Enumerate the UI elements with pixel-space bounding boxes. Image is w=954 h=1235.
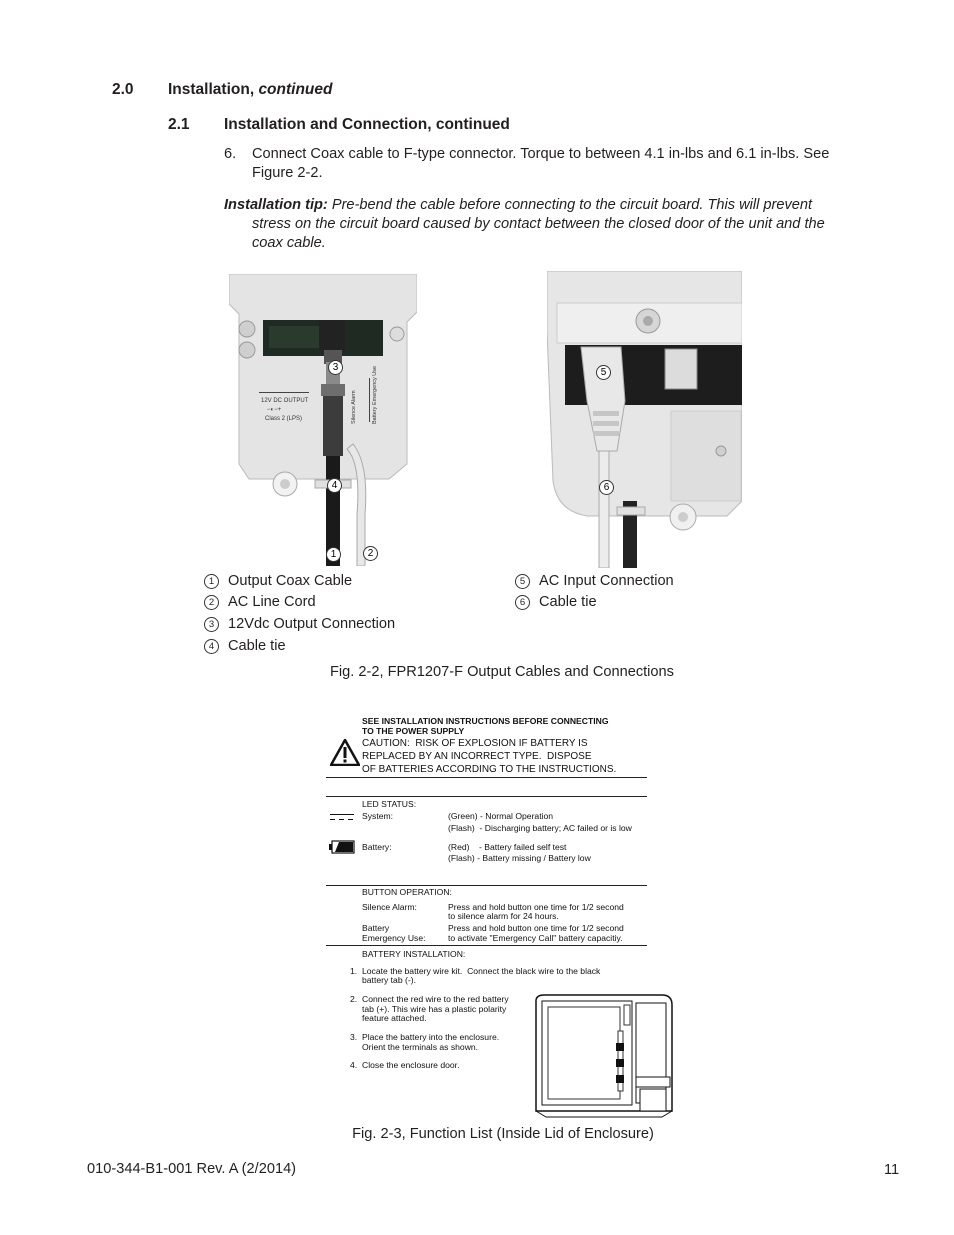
install-step4-line1: Close the enclosure door. [362, 1060, 460, 1070]
warning-triangle-icon [330, 739, 360, 766]
label-divider [326, 885, 647, 886]
install-step1-line1: Locate the battery wire kit. Connect the black wire to the black [362, 966, 601, 976]
callout-3: 3 [328, 360, 343, 375]
silence-desc-line2: to silence alarm for 24 hours. [448, 911, 559, 921]
callout-5: 5 [596, 365, 611, 380]
tip-label: Installation tip: [224, 197, 328, 213]
callout-6: 6 [599, 480, 614, 495]
ac-connections-illustration [547, 271, 742, 568]
label-divider [326, 945, 647, 946]
photo-output-connections [229, 274, 417, 566]
step-number: 6. [224, 146, 237, 162]
section-title [168, 81, 333, 99]
caution-line1: CAUTION: RISK OF EXPLOSION IF BATTERY IS [362, 738, 588, 749]
fig-2-2-caption: Fig. 2-2, FPR1207-F Output Cables and Connections [330, 664, 674, 680]
install-step2-line1: Connect the red wire to the red battery [362, 994, 509, 1004]
installation-tip [224, 196, 884, 253]
step-text-line1: Connect Coax cable to F-type connector. Torque to between 4.1 in-lbs and 6.1 in-lbs. See [252, 146, 830, 162]
subsection-title: Installation and Connection, continued [224, 116, 510, 133]
battery-red: (Red) - Battery failed self test [448, 842, 567, 852]
photo-ac-connections [547, 271, 742, 568]
step-text [252, 145, 892, 183]
led-status-heading: LED STATUS: [362, 799, 417, 809]
legend-label: Cable tie [539, 594, 597, 610]
install-step-number: 1. [350, 966, 358, 976]
silence-desc-line1: Press and hold button one time for 1/2 second [448, 902, 624, 912]
battery-emergency-label1: Battery [362, 923, 390, 933]
battery-icon [329, 840, 355, 854]
tip-line2: stress on the circuit board caused by contact between the closed door of the unit and the [252, 216, 825, 232]
label-divider [326, 796, 647, 797]
silence-label: Silence Alarm: [362, 902, 417, 912]
label-header-line2: TO THE POWER SUPPLY [362, 726, 465, 736]
legend-label: Cable tie [228, 638, 286, 654]
legend-label: 12Vdc Output Connection [228, 616, 396, 632]
callout-1: 1 [326, 547, 341, 562]
battery-label: Battery: [362, 842, 392, 852]
legend-label: AC Input Connection [539, 573, 674, 589]
board-label-line2: −◐−+ [267, 407, 282, 413]
legend-number: 2 [204, 595, 219, 610]
section-title-text: Installation, [168, 81, 255, 98]
label-header-line1: SEE INSTALLATION INSTRUCTIONS BEFORE CONNECTING [362, 716, 609, 726]
legend-number: 6 [515, 595, 530, 610]
legend-number: 1 [204, 574, 219, 589]
legend-item [204, 616, 395, 632]
system-green: (Green) - Normal Operation [448, 811, 554, 821]
system-flash: (Flash) - Discharging battery; AC failed or is low [448, 823, 632, 833]
battery-flash: (Flash) - Battery missing / Battery low [448, 853, 591, 863]
battery-emergency-desc1: Press and hold button one time for 1/2 second [448, 923, 624, 933]
battery-installation-heading: BATTERY INSTALLATION: [362, 949, 466, 959]
legend-number: 3 [204, 617, 219, 632]
legend-number: 5 [515, 574, 530, 589]
legend-number: 4 [204, 639, 219, 654]
system-led-icon [330, 814, 354, 820]
callout-4: 4 [327, 478, 342, 493]
fig-2-3-caption: Fig. 2-3, Function List (Inside Lid of Enclosure) [352, 1126, 654, 1142]
legend-item [204, 573, 352, 589]
step-text-line2: Figure 2-2. [252, 165, 323, 181]
legend-item [515, 594, 597, 610]
install-step3-line1: Place the battery into the enclosure. [362, 1032, 500, 1042]
legend-label: Output Coax Cable [228, 573, 353, 589]
board-vertical-battery: Battery Emergency Use [372, 365, 378, 424]
subsection-number: 2.1 [168, 116, 190, 133]
board-label-line1: 12V DC OUTPUT [261, 398, 309, 404]
install-step3-line2: Orient the terminals as shown. [362, 1042, 479, 1052]
board-vertical-silence: Silence Alarm [351, 390, 357, 424]
callout-2: 2 [363, 546, 378, 561]
button-operation-heading: BUTTON OPERATION: [362, 887, 452, 897]
install-step-number: 2. [350, 994, 358, 1004]
caution-line3: OF BATTERIES ACCORDING TO THE INSTRUCTIONS. [362, 764, 617, 775]
install-step-number: 3. [350, 1032, 358, 1042]
battery-enclosure-drawing [532, 993, 676, 1119]
footer-doc-id: 010-344-B1-001 Rev. A (2/2014) [87, 1161, 297, 1177]
tip-line1: Pre-bend the cable before connecting to the circuit board. This will prevent [327, 197, 813, 213]
legend-item [515, 573, 674, 589]
label-divider [326, 777, 647, 778]
battery-emergency-desc2: to activate "Emergency Call" battery capacitiy. [448, 933, 623, 943]
install-step-number: 4. [350, 1060, 358, 1070]
battery-emergency-label2: Emergency Use: [362, 933, 426, 943]
system-label: System: [362, 811, 394, 821]
legend-label: AC Line Cord [228, 594, 316, 610]
legend-item [204, 638, 286, 654]
function-list-label [326, 713, 648, 1117]
install-step2-line2: tab (+). This wire has a plastic polarity [362, 1004, 507, 1014]
section-number: 2.0 [112, 81, 134, 98]
caution-line2: REPLACED BY AN INCORRECT TYPE. DISPOSE [362, 751, 592, 762]
install-step2-line3: feature attached. [362, 1013, 427, 1023]
board-label-line3: Class 2 (LPS) [265, 416, 303, 422]
section-title-continued: continued [258, 81, 333, 98]
install-step1-line2: battery tab (-). [362, 975, 416, 985]
tip-line3: coax cable. [252, 235, 326, 251]
page-number: 11 [884, 1162, 900, 1178]
legend-item [204, 594, 316, 610]
output-connections-illustration [229, 274, 417, 566]
